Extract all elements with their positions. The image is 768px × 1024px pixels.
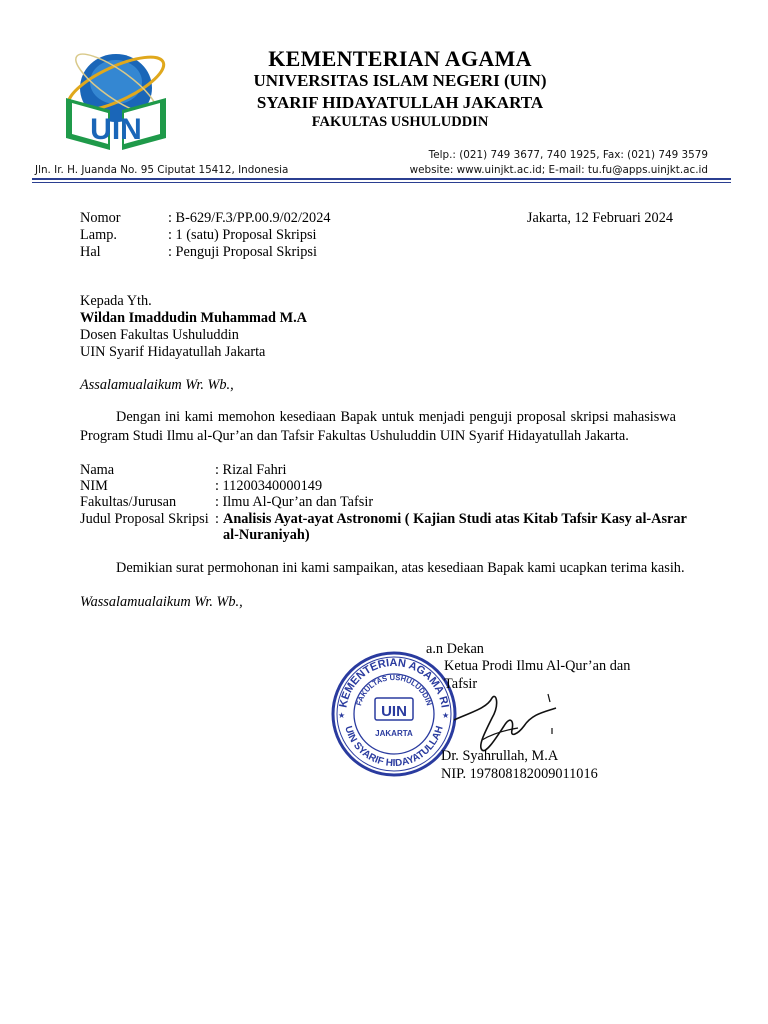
judul-colon: : xyxy=(215,511,219,527)
lamp-value: : 1 (satu) Proposal Skripsi xyxy=(168,227,317,243)
university-name-2: SYARIF HIDAYATULLAH JAKARTA xyxy=(256,93,544,112)
stamp-outer-text: KEMENTERIAN AGAMA RI xyxy=(337,656,451,709)
logo-text: UIN xyxy=(90,113,142,146)
address: Jln. Ir. H. Juanda No. 95 Ciputat 15412, Indonesia xyxy=(35,164,289,176)
recipient-institution: UIN Syarif Hidayatullah Jakarta xyxy=(80,344,266,360)
nama-label: Nama xyxy=(80,462,115,478)
svg-text:KEMENTERIAN AGAMA RI xyxy=(337,657,450,709)
judul-label: Judul Proposal Skripsi xyxy=(80,511,209,527)
header-rule-thin xyxy=(32,182,731,183)
svg-text:★: ★ xyxy=(338,711,346,720)
lamp-label: Lamp. xyxy=(80,227,117,243)
official-stamp xyxy=(330,650,458,778)
uin-logo xyxy=(58,40,168,160)
stamp-inner-text: FAKULTAS USHULUDDIN xyxy=(354,672,434,707)
letter-date: Jakarta, 12 Februari 2024 xyxy=(526,210,673,226)
signatory-name: Dr. Syahrullah, M.A xyxy=(441,748,559,764)
stamp-bottom-text: UIN SYARIF HIDAYATULLAH xyxy=(342,724,446,770)
nim-label: NIM xyxy=(80,478,108,494)
ministry-name: KEMENTERIAN AGAMA xyxy=(268,46,532,71)
signature-title-line2: Tafsir xyxy=(444,676,478,692)
recipient-name: Wildan Imaddudin Muhammad M.A xyxy=(80,310,307,326)
header-rule xyxy=(32,178,731,180)
stamp-logo: UIN xyxy=(381,703,407,720)
judul-line2: al-Nuraniyah) xyxy=(223,527,310,543)
recipient-role: Dosen Fakultas Ushuluddin xyxy=(80,327,239,343)
signature-an: a.n Dekan xyxy=(426,641,484,657)
nomor-value: : B-629/F.3/PP.00.9/02/2024 xyxy=(168,210,331,226)
closing-paragraph: Demikian surat permohonan ini kami sampaikan, atas kesediaan Bapak kami ucapkan terima kasih. xyxy=(116,560,685,576)
signature-title-line1: Ketua Prodi Ilmu Al-Qur’an dan xyxy=(444,658,631,674)
fakultas-value: : Ilmu Al-Qur’an dan Tafsir xyxy=(215,494,374,510)
nomor-label: Nomor xyxy=(80,210,121,226)
website-email: website: www.uinjkt.ac.id; E-mail: tu.fu@apps.uinjkt.ac.id xyxy=(409,164,708,176)
intro-paragraph: Dengan ini kami memohon kesediaan Bapak untuk menjadi penguji proposal skripsi mahasiswa Program Studi Ilmu al-Qur’an dan Tafsir Fakultas Ushuluddin UIN Syarif Hidayatullah Jakarta. xyxy=(80,409,676,444)
recipient-greeting: Kepada Yth. xyxy=(80,293,152,309)
salutation: Assalamualaikum Wr. Wb., xyxy=(80,377,234,393)
faculty-name: FAKULTAS USHULUDDIN xyxy=(311,114,489,130)
svg-text:★: ★ xyxy=(442,711,450,720)
signatory-nip: NIP. 197808182009011016 xyxy=(441,766,598,782)
hal-value: : Penguji Proposal Skripsi xyxy=(168,244,317,260)
fakultas-label: Fakultas/Jurusan xyxy=(80,494,177,510)
nim-value: : 11200340000149 xyxy=(215,478,323,494)
phone-fax: Telp.: (021) 749 3677, 740 1925, Fax: (021) 749 3579 xyxy=(428,149,708,161)
stamp-city: JAKARTA xyxy=(375,729,413,738)
nama-value: : Rizal Fahri xyxy=(215,462,287,478)
valediction: Wassalamualaikum Wr. Wb., xyxy=(80,594,243,610)
hal-label: Hal xyxy=(80,244,101,260)
judul-line1: Analisis Ayat-ayat Astronomi ( Kajian Studi atas Kitab Tafsir Kasy al-Asrar xyxy=(223,511,687,527)
university-name: UNIVERSITAS ISLAM NEGERI (UIN) xyxy=(253,71,547,90)
